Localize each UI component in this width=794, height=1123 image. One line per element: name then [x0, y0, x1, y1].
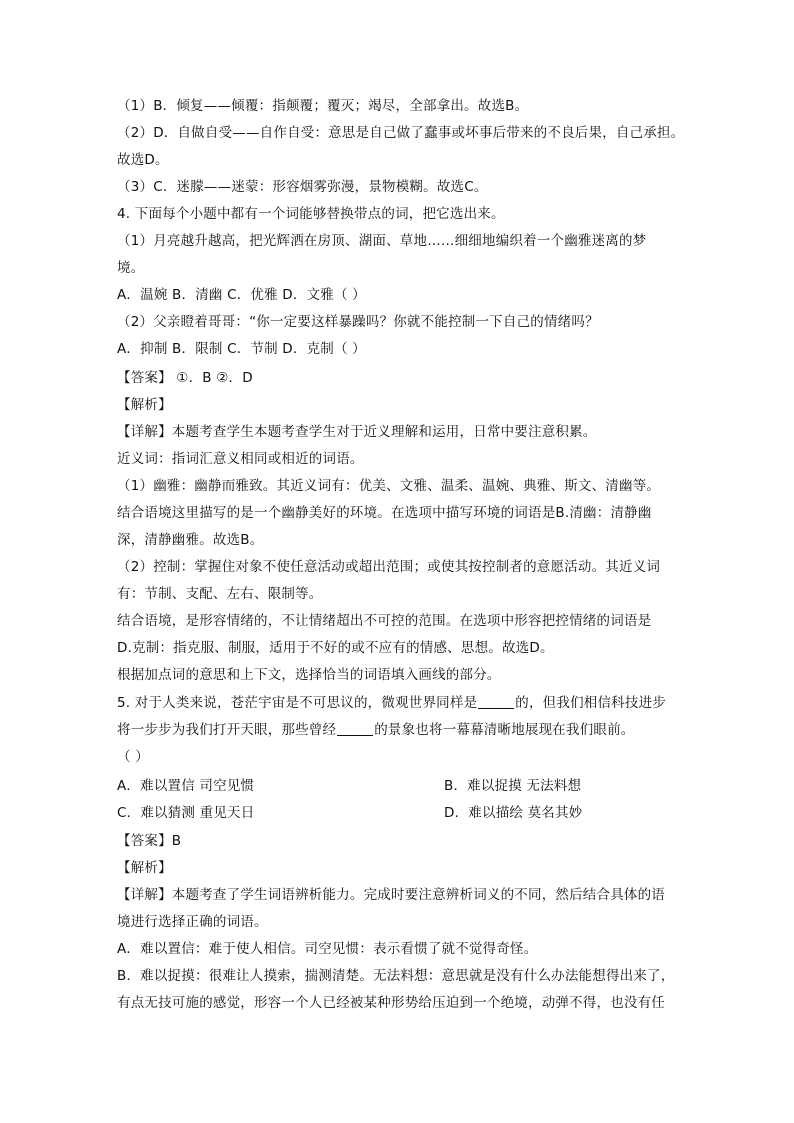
text-line: 有点无技可施的感觉，形容一个人已经被某种形势给压迫到一个绝境，动弹不得，也没有任 [117, 995, 665, 1011]
question-4-heading: 4. 下面每个小题中都有一个词能够替换带点的词，把它选出来。 [117, 206, 505, 222]
text-line: 【详解】本题考查学生本题考查学生对于近义理解和运用，日常中要注意积累。 [117, 424, 597, 440]
text-line: 有：节制、支配、左右、限制等。 [117, 586, 323, 602]
text-line: B．难以捉摸：很难让人摸索，揣测清楚。无法料想：意思就是没有什么办法能想得出来了， [117, 968, 675, 984]
question-5-line-1 [117, 694, 666, 712]
analysis-label: 【解析】 [117, 860, 172, 876]
option-b: B．难以捉摸 无法料想 [444, 778, 582, 794]
text-line: A．难以置信：难于使人相信。司空见惯：表示看惯了就不觉得奇怪。 [117, 941, 538, 957]
answer-label: 【答案】B [117, 833, 182, 849]
text-line: 境进行选择正确的词语。 [117, 914, 268, 930]
analysis-label: 【解析】 [117, 397, 172, 413]
text-line: （1）幽雅：幽静而雅致。其近义词有：优美、文雅、温柔、温婉、典雅、斯文、清幽等。 [117, 478, 661, 494]
q5-text: 将一步步为我们打开天眼，那些曾经 [117, 722, 337, 738]
option-c: C．难以猜测 重见天日 [117, 805, 255, 821]
text-line: （3）C．迷朦——迷蒙：形容烟雾弥漫，景物模糊。故选C。 [117, 179, 488, 195]
text-line: 根据加点词的意思和上下文，选择恰当的词语填入画线的部分。 [117, 667, 501, 683]
answer-label: 【答案】 ①．B ②．D [117, 370, 253, 386]
text-line: D.克制：指克服、制服，适用于不好的或不应有的情感、思想。故选D。 [117, 640, 554, 656]
fill-blank [337, 721, 373, 736]
option-d: D．难以描绘 莫名其妙 [444, 805, 583, 821]
text-line: 近义词：指词汇意义相同或相近的词语。 [117, 451, 364, 467]
text-line: 故选D。 [117, 152, 169, 168]
text-line: （2）D．自做自受——自作自受：意思是自己做了蠢事或坏事后带来的不良后果，自己承担。 [117, 125, 685, 141]
q5-text: 5. 对于人类来说，苍茫宇宙是不可思议的，微观世界同样是 [117, 695, 478, 711]
answer-paren: （ ） [117, 749, 149, 765]
q5-text: 的景象也将一幕幕清晰地展现在我们眼前。 [374, 722, 635, 738]
text-line: （2）控制：掌握住对象不使任意活动或超出范围；或使其按控制者的意愿活动。其近义词 [117, 559, 661, 575]
question-5-line-2 [117, 721, 635, 739]
text-line: 境。 [117, 260, 145, 276]
text-line: （1）B．倾复——倾覆：指颠覆；覆灭；竭尽，全部拿出。故选B。 [117, 98, 529, 114]
options-line: A．温婉 B．清幽 C．优雅 D．文雅（ ） [117, 287, 366, 303]
text-line: （2）父亲瞪着哥哥：“你一定要这样暴躁吗？你就不能控制一下自己的情绪吗？ [117, 314, 599, 330]
text-line: 【详解】本题考查了学生词语辨析能力。完成时要注意辨析词义的不同，然后结合具体的语 [117, 887, 665, 903]
text-line: 深，清静幽雅。故选B。 [117, 532, 264, 548]
q5-text: 的，但我们相信科技进步 [515, 695, 666, 711]
text-line: （1）月亮越升越高，把光辉洒在房顶、湖面、草地……细细地编织着一个幽雅迷离的梦 [117, 233, 647, 249]
option-a: A．难以置信 司空见惯 [117, 778, 255, 794]
text-line: 结合语境这里描写的是一个幽静美好的环境。在选项中描写环境的词语是B.清幽：清静幽 [117, 505, 652, 521]
options-line: A．抑制 B．限制 C．节制 D．克制（ ） [117, 341, 366, 357]
fill-blank [478, 694, 514, 709]
text-line: 结合语境，是形容情绪的，不让情绪超出不可控的范围。在选项中形容把控情绪的词语是 [117, 613, 652, 629]
